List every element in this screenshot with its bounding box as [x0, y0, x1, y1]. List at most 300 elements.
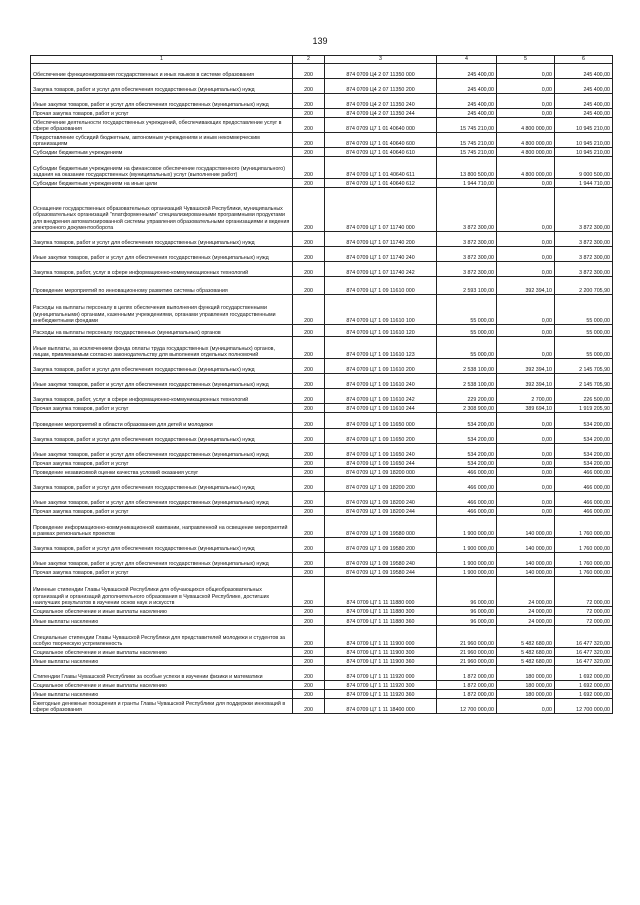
row-code: 200 — [293, 133, 325, 148]
row-amount-change: 0,00 — [497, 79, 555, 94]
row-amount-change: 180 000,00 — [497, 666, 555, 681]
row-name: Проведение независимой оценки качества условий оказания услуг — [31, 468, 293, 477]
row-amount-total: 2 200 705,90 — [555, 277, 613, 295]
table-row — [31, 247, 613, 262]
table-row — [31, 109, 613, 118]
row-amount-change: 0,00 — [497, 247, 555, 262]
row-amount-change: 0,00 — [497, 492, 555, 507]
row-name: Прочая закупка товаров, работ и услуг — [31, 109, 293, 118]
row-name: Иные закупки товаров, работ и услуг для обеспечения государственных (муниципальных) нужд — [31, 492, 293, 507]
row-classification: 874 0709 Ц7 1 11 11900 360 — [325, 657, 437, 666]
row-amount-total: 72 000,00 — [555, 616, 613, 626]
row-amount-plan: 534 200,00 — [437, 459, 497, 468]
row-amount-plan: 21 960 000,00 — [437, 648, 497, 657]
row-code: 200 — [293, 468, 325, 477]
row-classification: 874 0709 Ц7 1 09 18200 200 — [325, 477, 437, 492]
row-amount-total: 466 000,00 — [555, 468, 613, 477]
row-classification: 874 0709 Ц7 1 11 11880 300 — [325, 607, 437, 616]
row-amount-change: 24 000,00 — [497, 616, 555, 626]
row-amount-change: 389 694,10 — [497, 404, 555, 413]
row-classification: 874 0709 Ц7 1 09 18200 244 — [325, 507, 437, 516]
row-amount-change: 5 482 680,00 — [497, 657, 555, 666]
row-amount-plan: 15 745 210,00 — [437, 148, 497, 157]
table-row — [31, 179, 613, 188]
table-row — [31, 148, 613, 157]
table-row — [31, 492, 613, 507]
row-code: 200 — [293, 374, 325, 389]
table-row — [31, 568, 613, 577]
row-name: Прочая закупка товаров, работ и услуг — [31, 507, 293, 516]
row-amount-total: 3 872 300,00 — [555, 232, 613, 247]
row-amount-total: 245 400,00 — [555, 94, 613, 109]
row-code: 200 — [293, 507, 325, 516]
row-code: 200 — [293, 94, 325, 109]
row-amount-plan: 15 745 210,00 — [437, 133, 497, 148]
row-classification: 874 0709 Ц7 1 09 11610 244 — [325, 404, 437, 413]
row-amount-change: 0,00 — [497, 64, 555, 79]
row-amount-plan: 245 400,00 — [437, 94, 497, 109]
row-classification: 874 0709 Ц7 1 11 11920 300 — [325, 681, 437, 690]
row-name: Прочая закупка товаров, работ и услуг — [31, 568, 293, 577]
row-classification: 874 0709 Ц7 1 07 11740 240 — [325, 247, 437, 262]
row-amount-total: 9 000 500,00 — [555, 157, 613, 179]
row-amount-change: 140 000,00 — [497, 553, 555, 568]
row-name: Иные закупки товаров, работ и услуг для обеспечения государственных (муниципальных) нужд — [31, 247, 293, 262]
row-code: 200 — [293, 359, 325, 374]
row-amount-plan: 466 000,00 — [437, 477, 497, 492]
row-amount-plan: 229 200,00 — [437, 389, 497, 404]
row-code: 200 — [293, 188, 325, 232]
row-amount-change: 0,00 — [497, 262, 555, 277]
table-row — [31, 648, 613, 657]
row-code: 200 — [293, 109, 325, 118]
row-amount-total: 2 145 705,90 — [555, 359, 613, 374]
row-classification: 874 0709 Ц7 1 01 40640 600 — [325, 133, 437, 148]
table-row — [31, 157, 613, 179]
table-row — [31, 468, 613, 477]
row-classification: 874 0709 Ц7 1 07 11740 242 — [325, 262, 437, 277]
row-name: Предоставление субсидий бюджетным, автономным учреждениям и иным некоммерческим организациям — [31, 133, 293, 148]
row-name: Субсидии бюджетным учреждениям — [31, 148, 293, 157]
row-name: Закупка товаров, работ и услуг для обеспечения государственных (муниципальных) нужд — [31, 477, 293, 492]
row-amount-total: 466 000,00 — [555, 507, 613, 516]
row-amount-total: 55 000,00 — [555, 337, 613, 359]
row-name: Расходы на выплаты персоналу в целях обеспечения выполнения функций государственными (муниципальными) органами, казенными учреждениями, органами управления государственными внебюджетными фондами — [31, 295, 293, 325]
row-code: 200 — [293, 404, 325, 413]
row-classification: 874 0709 Ц7 1 09 11650 000 — [325, 413, 437, 429]
row-name: Социальное обеспечение и иные выплаты населению — [31, 607, 293, 616]
row-amount-change: 140 000,00 — [497, 516, 555, 538]
row-amount-change: 0,00 — [497, 295, 555, 325]
row-amount-plan: 1 900 000,00 — [437, 553, 497, 568]
row-amount-total: 534 200,00 — [555, 429, 613, 444]
row-code: 200 — [293, 413, 325, 429]
table-row — [31, 516, 613, 538]
row-amount-total: 226 500,00 — [555, 389, 613, 404]
page-number: 139 — [312, 36, 328, 46]
row-classification: 874 0709 Ц7 1 09 11610 240 — [325, 374, 437, 389]
row-amount-total: 1 944 710,00 — [555, 179, 613, 188]
row-name: Иные закупки товаров, работ и услуг для обеспечения государственных (муниципальных) нужд — [31, 444, 293, 459]
row-name: Проведение мероприятий в области образования для детей и молодежи — [31, 413, 293, 429]
table-row — [31, 359, 613, 374]
table-row — [31, 429, 613, 444]
row-code: 200 — [293, 325, 325, 337]
row-amount-plan: 1 872 000,00 — [437, 666, 497, 681]
row-classification: 874 0709 Ц7 1 01 40640 000 — [325, 118, 437, 133]
table-row — [31, 295, 613, 325]
row-classification: 874 0709 Ц4 2 07 11350 000 — [325, 64, 437, 79]
row-amount-change: 0,00 — [497, 179, 555, 188]
table-row — [31, 64, 613, 79]
row-classification: 874 0709 Ц7 1 09 11610 242 — [325, 389, 437, 404]
row-amount-plan: 55 000,00 — [437, 325, 497, 337]
table-row — [31, 553, 613, 568]
row-name: Иные закупки товаров, работ и услуг для обеспечения государственных (муниципальных) нужд — [31, 94, 293, 109]
row-amount-total: 245 400,00 — [555, 79, 613, 94]
row-amount-plan: 2 308 900,00 — [437, 404, 497, 413]
row-amount-total: 1 760 000,00 — [555, 538, 613, 553]
row-amount-total: 16 477 320,00 — [555, 648, 613, 657]
row-amount-change: 4 800 000,00 — [497, 118, 555, 133]
row-code: 200 — [293, 477, 325, 492]
header-col-5: 5 — [497, 56, 555, 64]
row-amount-plan: 2 538 100,00 — [437, 359, 497, 374]
row-classification: 874 0709 Ц7 1 07 11740 000 — [325, 188, 437, 232]
row-amount-change: 4 800 000,00 — [497, 157, 555, 179]
row-classification: 874 0709 Ц7 1 11 11900 300 — [325, 648, 437, 657]
row-name: Оснащение государственных образовательных организаций Чувашской Республики, муниципальных образовательных организаций "платформенными" специализированными программными продуктами для внедрения автоматизированной системы управления образовательными организациями и ведения электронного документооборота — [31, 188, 293, 232]
row-classification: 874 0709 Ц7 1 11 11920 000 — [325, 666, 437, 681]
row-amount-change: 140 000,00 — [497, 538, 555, 553]
row-amount-change: 4 800 000,00 — [497, 148, 555, 157]
row-amount-plan: 1 944 710,00 — [437, 179, 497, 188]
row-classification: 874 0709 Ц7 1 09 19580 000 — [325, 516, 437, 538]
row-name: Прочая закупка товаров, работ и услуг — [31, 404, 293, 413]
row-code: 200 — [293, 337, 325, 359]
row-amount-total: 10 945 210,00 — [555, 133, 613, 148]
row-amount-total: 12 700 000,00 — [555, 699, 613, 714]
row-amount-change: 392 394,10 — [497, 359, 555, 374]
row-code: 200 — [293, 459, 325, 468]
row-amount-change: 0,00 — [497, 94, 555, 109]
row-code: 200 — [293, 389, 325, 404]
row-amount-change: 0,00 — [497, 468, 555, 477]
row-amount-plan: 55 000,00 — [437, 337, 497, 359]
row-name: Проведение информационно-коммуникационной кампании, направленной на освещение мероприятий в рамках региональных проектов — [31, 516, 293, 538]
row-amount-plan: 534 200,00 — [437, 429, 497, 444]
row-amount-plan: 2 538 100,00 — [437, 374, 497, 389]
row-amount-change: 140 000,00 — [497, 568, 555, 577]
table-row — [31, 374, 613, 389]
row-amount-change: 180 000,00 — [497, 690, 555, 699]
row-classification: 874 0709 Ц7 1 07 11740 200 — [325, 232, 437, 247]
row-classification: 874 0709 Ц7 1 09 11650 244 — [325, 459, 437, 468]
row-amount-total: 3 872 300,00 — [555, 262, 613, 277]
row-amount-change: 0,00 — [497, 337, 555, 359]
row-name: Специальные стипендии Главы Чувашской Республики для представителей молодежи и студентов за особую творческую устремленность — [31, 626, 293, 648]
row-classification: 874 0709 Ц7 1 09 11610 000 — [325, 277, 437, 295]
row-amount-change: 5 482 680,00 — [497, 648, 555, 657]
table-row — [31, 413, 613, 429]
row-code: 200 — [293, 681, 325, 690]
row-code: 200 — [293, 64, 325, 79]
row-amount-plan: 96 000,00 — [437, 577, 497, 607]
row-amount-total: 16 477 320,00 — [555, 657, 613, 666]
row-code: 200 — [293, 607, 325, 616]
row-amount-plan: 21 960 000,00 — [437, 626, 497, 648]
row-code: 200 — [293, 295, 325, 325]
row-code: 200 — [293, 690, 325, 699]
row-classification: 874 0709 Ц7 1 01 40640 610 — [325, 148, 437, 157]
table-row — [31, 657, 613, 666]
row-code: 200 — [293, 232, 325, 247]
table-row — [31, 666, 613, 681]
row-classification: 874 0709 Ц7 1 09 11650 200 — [325, 429, 437, 444]
row-amount-total: 1 692 000,00 — [555, 690, 613, 699]
row-amount-total: 245 400,00 — [555, 109, 613, 118]
row-amount-change: 0,00 — [497, 444, 555, 459]
row-code: 200 — [293, 577, 325, 607]
row-classification: 874 0709 Ц4 2 07 11350 240 — [325, 94, 437, 109]
row-amount-change: 2 700,00 — [497, 389, 555, 404]
row-classification: 874 0709 Ц7 1 11 11920 360 — [325, 690, 437, 699]
row-amount-plan: 1 900 000,00 — [437, 568, 497, 577]
row-code: 200 — [293, 444, 325, 459]
row-classification: 874 0709 Ц7 1 11 11900 000 — [325, 626, 437, 648]
row-classification: 874 0709 Ц7 1 09 11610 123 — [325, 337, 437, 359]
row-classification: 874 0709 Ц7 1 09 18200 240 — [325, 492, 437, 507]
row-amount-total: 72 000,00 — [555, 607, 613, 616]
row-name: Субсидии бюджетным учреждениям на финансовое обеспечение государственного (муниципального) задания на оказание государственных (муниципальных) услуг (выполнение работ) — [31, 157, 293, 179]
row-amount-change: 5 482 680,00 — [497, 626, 555, 648]
row-code: 200 — [293, 247, 325, 262]
row-amount-total: 1 760 000,00 — [555, 568, 613, 577]
table-row — [31, 507, 613, 516]
header-col-6: 6 — [555, 56, 613, 64]
table-row — [31, 477, 613, 492]
table-row — [31, 626, 613, 648]
row-amount-plan: 13 800 500,00 — [437, 157, 497, 179]
row-classification: 874 0709 Ц7 1 01 40640 611 — [325, 157, 437, 179]
row-name: Ежегодные денежные поощрения и гранты Главы Чувашской Республики для поддержки инноваций в сфере образования — [31, 699, 293, 714]
row-amount-change: 392 394,10 — [497, 374, 555, 389]
row-classification: 874 0709 Ц7 1 11 11880 000 — [325, 577, 437, 607]
table-row — [31, 577, 613, 607]
table-row — [31, 389, 613, 404]
row-classification: 874 0709 Ц7 1 09 11610 120 — [325, 325, 437, 337]
row-amount-total: 1 692 000,00 — [555, 681, 613, 690]
row-classification: 874 0709 Ц7 1 09 19580 240 — [325, 553, 437, 568]
row-amount-total: 72 000,00 — [555, 577, 613, 607]
row-classification: 874 0709 Ц4 2 07 11350 244 — [325, 109, 437, 118]
table-row — [31, 404, 613, 413]
row-amount-total: 534 200,00 — [555, 444, 613, 459]
row-name: Закупка товаров, работ и услуг для обеспечения государственных (муниципальных) нужд — [31, 232, 293, 247]
row-code: 200 — [293, 657, 325, 666]
row-name: Обеспечение функционирования государственных и иных языков в системе образования — [31, 64, 293, 79]
row-classification: 874 0709 Ц7 1 09 18200 000 — [325, 468, 437, 477]
row-amount-change: 0,00 — [497, 459, 555, 468]
row-name: Субсидии бюджетным учреждениям на иные цели — [31, 179, 293, 188]
row-amount-plan: 3 872 300,00 — [437, 232, 497, 247]
row-amount-plan: 1 900 000,00 — [437, 516, 497, 538]
row-amount-plan: 1 872 000,00 — [437, 681, 497, 690]
row-amount-plan: 3 872 300,00 — [437, 188, 497, 232]
budget-table — [30, 55, 613, 714]
row-amount-plan: 3 872 300,00 — [437, 247, 497, 262]
row-name: Иные выплаты населению — [31, 616, 293, 626]
row-amount-change: 0,00 — [497, 109, 555, 118]
row-amount-total: 1 760 000,00 — [555, 553, 613, 568]
row-name: Проведение мероприятий по инновационному развитию системы образования — [31, 277, 293, 295]
row-amount-total: 2 145 705,90 — [555, 374, 613, 389]
row-name: Иные закупки товаров, работ и услуг для обеспечения государственных (муниципальных) нужд — [31, 553, 293, 568]
row-amount-change: 392 394,10 — [497, 277, 555, 295]
row-classification: 874 0709 Ц7 1 09 11610 100 — [325, 295, 437, 325]
row-name: Иные выплаты населению — [31, 690, 293, 699]
row-name: Закупка товаров, работ и услуг для обеспечения государственных (муниципальных) нужд — [31, 79, 293, 94]
row-classification: 874 0709 Ц7 1 11 18400 000 — [325, 699, 437, 714]
row-amount-change: 0,00 — [497, 477, 555, 492]
row-code: 200 — [293, 538, 325, 553]
row-name: Иные выплаты, за исключением фонда оплаты труда государственных (муниципальных) органов, лицам, привлекаемым согласно законодательству для выполнения отдельных полномочий — [31, 337, 293, 359]
table-header-row — [31, 56, 613, 64]
row-code: 200 — [293, 277, 325, 295]
row-classification: 874 0709 Ц7 1 09 11610 200 — [325, 359, 437, 374]
row-name: Стипендии Главы Чувашской Республики за особые успехи в изучении физики и математики — [31, 666, 293, 681]
row-amount-change: 0,00 — [497, 232, 555, 247]
row-name: Именные стипендии Главы Чувашской Республики для обучающихся общеобразовательных организаций и организаций дополнительного образования в Чувашской Республике, достигших наилучших результатов в изучении основ наук и искусств — [31, 577, 293, 607]
header-col-2: 2 — [293, 56, 325, 64]
table-row — [31, 444, 613, 459]
table-body — [31, 64, 613, 714]
row-name: Обеспечение деятельности государственных учреждений, обеспечивающих предоставление услуг в сфере образования — [31, 118, 293, 133]
row-amount-change: 0,00 — [497, 507, 555, 516]
row-classification: 874 0709 Ц7 1 09 19580 200 — [325, 538, 437, 553]
row-amount-total: 3 872 300,00 — [555, 247, 613, 262]
row-amount-total: 534 200,00 — [555, 459, 613, 468]
row-amount-plan: 21 960 000,00 — [437, 657, 497, 666]
row-amount-total: 10 945 210,00 — [555, 118, 613, 133]
row-amount-plan: 96 000,00 — [437, 616, 497, 626]
table-row — [31, 79, 613, 94]
row-amount-plan: 55 000,00 — [437, 295, 497, 325]
row-amount-change: 180 000,00 — [497, 681, 555, 690]
row-amount-total: 534 200,00 — [555, 413, 613, 429]
table-row — [31, 94, 613, 109]
row-name: Иные выплаты населению — [31, 657, 293, 666]
row-amount-change: 0,00 — [497, 429, 555, 444]
row-amount-plan: 534 200,00 — [437, 444, 497, 459]
row-amount-plan: 12 700 000,00 — [437, 699, 497, 714]
row-amount-total: 1 692 000,00 — [555, 666, 613, 681]
row-amount-total: 16 477 320,00 — [555, 626, 613, 648]
row-amount-plan: 466 000,00 — [437, 507, 497, 516]
row-amount-plan: 1 872 000,00 — [437, 690, 497, 699]
row-amount-total: 55 000,00 — [555, 295, 613, 325]
row-amount-total: 245 400,00 — [555, 64, 613, 79]
row-code: 200 — [293, 262, 325, 277]
row-name: Закупка товаров, работ, услуг в сфере информационно-коммуникационных технологий — [31, 389, 293, 404]
row-amount-total: 466 000,00 — [555, 477, 613, 492]
row-code: 200 — [293, 553, 325, 568]
row-classification: 874 0709 Ц7 1 09 19580 244 — [325, 568, 437, 577]
row-code: 200 — [293, 118, 325, 133]
row-amount-total: 466 000,00 — [555, 492, 613, 507]
row-amount-change: 24 000,00 — [497, 577, 555, 607]
table-row — [31, 118, 613, 133]
header-col-1: 1 — [31, 56, 293, 64]
table-row — [31, 690, 613, 699]
row-code: 200 — [293, 157, 325, 179]
row-amount-plan: 466 000,00 — [437, 468, 497, 477]
row-code: 200 — [293, 516, 325, 538]
table-row — [31, 277, 613, 295]
row-code: 200 — [293, 568, 325, 577]
header-col-3: 3 — [325, 56, 437, 64]
row-classification: 874 0709 Ц7 1 11 11880 360 — [325, 616, 437, 626]
row-name: Расходы на выплаты персоналу государственных (муниципальных) органов — [31, 325, 293, 337]
table-row — [31, 607, 613, 616]
row-name: Закупка товаров, работ, услуг в сфере информационно-коммуникационных технологий — [31, 262, 293, 277]
row-name: Закупка товаров, работ и услуг для обеспечения государственных (муниципальных) нужд — [31, 359, 293, 374]
row-classification: 874 0709 Ц7 1 01 40640 612 — [325, 179, 437, 188]
row-amount-plan: 245 400,00 — [437, 109, 497, 118]
row-amount-change: 4 800 000,00 — [497, 133, 555, 148]
row-amount-plan: 245 400,00 — [437, 79, 497, 94]
row-amount-change: 0,00 — [497, 325, 555, 337]
row-code: 200 — [293, 79, 325, 94]
row-code: 200 — [293, 666, 325, 681]
table-row — [31, 681, 613, 690]
row-amount-total: 10 945 210,00 — [555, 148, 613, 157]
row-amount-total: 3 872 300,00 — [555, 188, 613, 232]
table-row — [31, 232, 613, 247]
row-amount-plan: 466 000,00 — [437, 492, 497, 507]
table-row — [31, 616, 613, 626]
row-amount-plan: 96 000,00 — [437, 607, 497, 616]
table-row — [31, 538, 613, 553]
row-name: Иные закупки товаров, работ и услуг для обеспечения государственных (муниципальных) нужд — [31, 374, 293, 389]
header-col-4: 4 — [437, 56, 497, 64]
row-code: 200 — [293, 148, 325, 157]
row-amount-plan: 15 745 210,00 — [437, 118, 497, 133]
row-amount-total: 55 000,00 — [555, 325, 613, 337]
row-code: 200 — [293, 429, 325, 444]
row-code: 200 — [293, 616, 325, 626]
row-amount-change: 0,00 — [497, 188, 555, 232]
table-header — [31, 56, 613, 64]
row-amount-plan: 534 200,00 — [437, 413, 497, 429]
row-amount-change: 0,00 — [497, 413, 555, 429]
row-amount-change: 0,00 — [497, 699, 555, 714]
table-row — [31, 699, 613, 714]
row-name: Социальное обеспечение и иные выплаты населению — [31, 648, 293, 657]
row-amount-plan: 1 900 000,00 — [437, 538, 497, 553]
row-amount-plan: 245 400,00 — [437, 64, 497, 79]
table-row — [31, 188, 613, 232]
row-name: Закупка товаров, работ и услуг для обеспечения государственных (муниципальных) нужд — [31, 538, 293, 553]
table-row — [31, 459, 613, 468]
row-amount-total: 1 919 205,90 — [555, 404, 613, 413]
table-row — [31, 133, 613, 148]
row-name: Социальное обеспечение и иные выплаты населению — [31, 681, 293, 690]
row-code: 200 — [293, 492, 325, 507]
table-row — [31, 337, 613, 359]
row-code: 200 — [293, 648, 325, 657]
table-row — [31, 325, 613, 337]
